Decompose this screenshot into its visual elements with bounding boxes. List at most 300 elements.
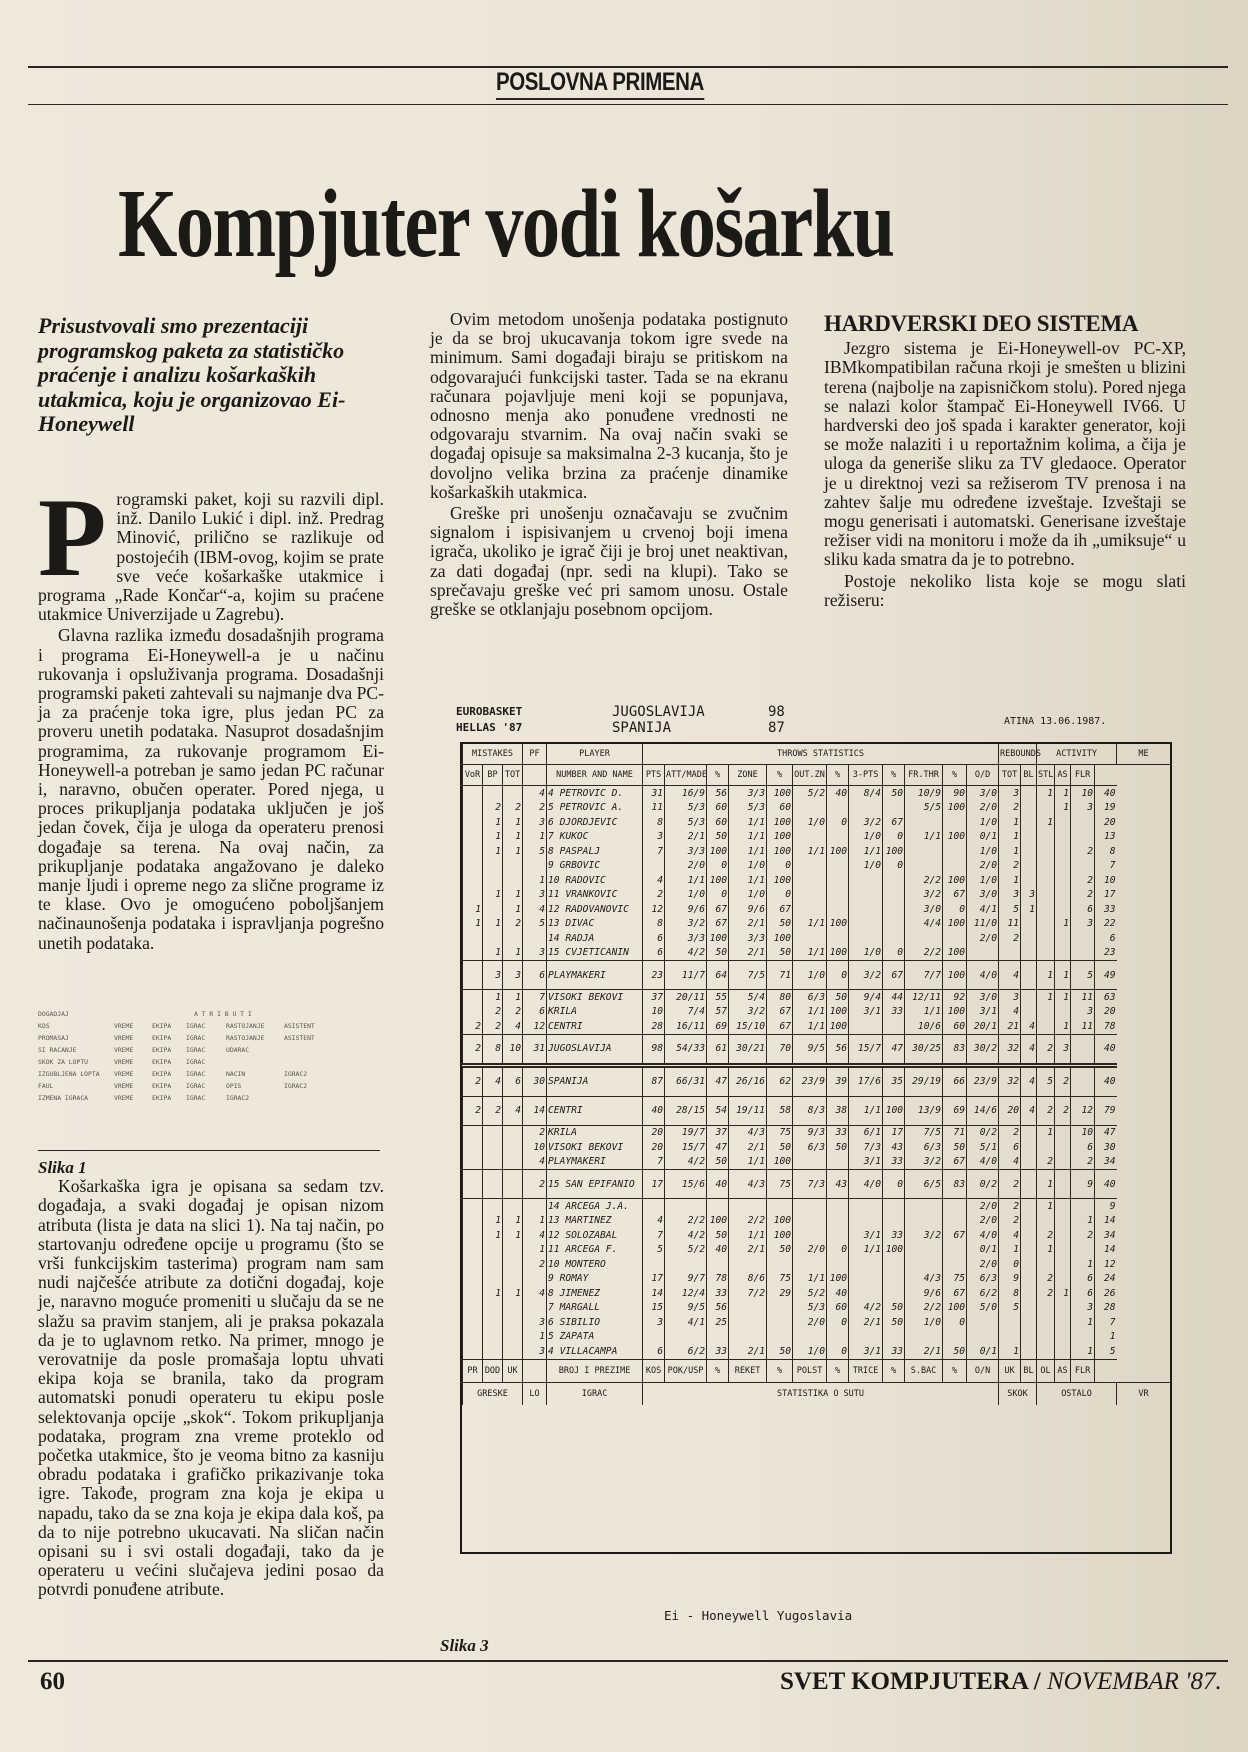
stat-cell: 3 [1021,888,1037,903]
stat-cell [1071,1034,1095,1065]
stat-cell: TOT [503,765,523,786]
stat-cell: 69 [943,1096,967,1125]
stat-cell: 4 [523,1155,547,1170]
stat-cell [1055,1315,1071,1330]
stat-cell [1037,844,1055,859]
stat-cell: 2 [1037,1228,1055,1243]
stat-cell [1021,946,1037,961]
stat-cell: % [767,765,793,786]
col1-paragraph-2: Glavna razlika između dosadašnjih programa i programa Ei-Honeywell-a je u načinu rukovanja i opsluživanja programa. Dosadašnji programski paketi zahtevali su najmanje dva PC-ja za praćenje toka igre, plus jedan PC za proveru unetih podataka. Nasuprot dosadašnjim programima, za rukovanje programom Ei-Honeywell-a potreban je samo jedan PC računar i, naravno, obučen operater. Pored njega, u proces prikupljanja podataka uključen je još jedan čovek, čija je uloga da operateru prenosi događaje sa terena. Na ovaj način, za prikupljanje podataka angažovano je daleko manje ljudi i opreme nego za slične programe iz te klase. Ovo je omogućeno poboljšanjem načinaunošenja podataka i ispravljanja pogrešno unetih podataka. [38,625,384,953]
stat-cell: 100 [767,873,793,888]
stat-cell: UK [999,1359,1021,1382]
stat-cell: 2 [463,1065,483,1096]
team-2-score: 87 [768,720,785,736]
stat-cell: % [707,765,729,786]
stat-cell: 15/10 [729,1019,767,1034]
stat-cell [793,1330,827,1345]
stat-cell [1021,844,1037,859]
stat-cell: 100 [767,1214,793,1229]
stat-cell: 2/1 [729,1344,767,1359]
stat-cell: 5/3 [793,1301,827,1316]
stat-cell: 9 [1095,1199,1117,1214]
stat-cell [503,786,523,801]
yugoslavia-total-row [463,1034,1171,1065]
stat-cell: 29 [767,1286,793,1301]
stat-cell: 1/0 [729,859,767,874]
stat-cell: 3/2 [665,917,707,932]
stat-cell: 50 [767,1243,793,1258]
fig1-cell: EKIPA [152,1082,172,1090]
stat-cell [483,786,503,801]
stat-cell: 33 [883,1155,905,1170]
stat-cell: 50 [943,1140,967,1155]
stat-cell [503,1257,523,1272]
stat-cell: 1 [483,946,503,961]
stat-cell: 3/1 [849,1005,883,1020]
stat-cell: 7 [643,1155,665,1170]
stat-cell [707,1257,729,1272]
stat-cell: 1 [483,1286,503,1301]
stat-cell: 5 [1095,1344,1117,1359]
stat-cell [793,859,827,874]
stat-cell [707,1330,729,1345]
stat-cell: DOD [483,1359,503,1382]
fig1-cell: VREME [114,1070,134,1078]
stat-cell: 3/3 [729,786,767,801]
stat-cell [463,801,483,816]
stat-cell: 3/0 [967,990,999,1005]
stat-cell [793,873,827,888]
stat-cell [827,859,849,874]
stat-cell [905,859,943,874]
stat-cell: 71 [767,961,793,990]
stat-cell: 6 [999,1140,1021,1155]
event-name: EUROBASKET [456,705,523,718]
stat-cell: 11 [643,801,665,816]
stat-cell: 0 [707,859,729,874]
place-date: ATINA 13.06.1987. [1004,716,1107,727]
stat-cell: 3-PTS [849,765,883,786]
stat-cell: 37 [643,990,665,1005]
fig1-row [38,1020,380,1032]
stat-cell: 90 [943,786,967,801]
stat-cell: 100 [943,1005,967,1020]
stat-cell: % [827,765,849,786]
stat-cell: 1 [483,888,503,903]
spain-player-row [463,1228,1171,1243]
stat-cell: 7 MARGALL [547,1301,643,1316]
stat-cell: 1 [999,815,1021,830]
stat-cell [1055,830,1071,845]
fig1-cell: VREME [114,1022,134,1030]
stat-cell [1021,1257,1037,1272]
stat-cell: 1 [1071,1315,1095,1330]
stat-cell: 7 [643,844,665,859]
group-header-cell: MISTAKES [463,744,523,765]
stat-cell [905,815,943,830]
stat-cell: 2 [999,1214,1021,1229]
stat-cell: 1 [483,830,503,845]
stat-cell: 14 [643,1286,665,1301]
stat-cell: 100 [827,946,849,961]
stat-cell [483,1344,503,1359]
stat-cell: 9/5 [665,1301,707,1316]
fig1-cell [284,1092,330,1104]
stat-cell [1021,1125,1037,1140]
stat-cell [849,873,883,888]
stat-cell: 50 [883,1301,905,1316]
stat-cell [849,1199,883,1214]
stat-cell: 4 [1021,1019,1037,1034]
stat-cell: 10 [1071,786,1095,801]
stat-cell: 100 [767,815,793,830]
stat-cell: 2/0 [665,859,707,874]
stat-cell [463,931,483,946]
stat-cell [1021,931,1037,946]
stat-cell [1071,815,1095,830]
stat-cell [503,1199,523,1214]
stat-cell [827,931,849,946]
stat-cell: 50 [707,1155,729,1170]
group-header-row [463,744,1171,765]
stat-cell: 1 [999,844,1021,859]
drop-cap: P [38,476,107,600]
stat-cell: 6 DJORDJEVIC [547,815,643,830]
stat-cell: 67 [943,1155,967,1170]
fig1-cell: IGRAC2 [284,1082,308,1090]
stat-cell: 1/1 [665,873,707,888]
stat-cell: 0 [883,830,905,845]
stat-cell: 100 [707,931,729,946]
stat-cell [503,859,523,874]
stat-cell: 1 [483,1228,503,1243]
fig1-cell [226,1056,284,1068]
stat-cell: 0/2 [967,1170,999,1199]
stat-cell: 1 [1055,801,1071,816]
stat-cell: 4 [523,902,547,917]
stat-cell: 9 [999,1272,1021,1287]
stat-cell: 2 [1071,873,1095,888]
stat-cell: 0 [827,1315,849,1330]
stat-cell: 67 [883,961,905,990]
stat-cell: 3 [999,786,1021,801]
stat-cell: 23/9 [793,1065,827,1096]
stat-cell: 6 [503,1065,523,1096]
stat-cell [827,902,849,917]
stat-cell: 15/7 [665,1140,707,1155]
stat-cell [463,815,483,830]
stat-cell: 2 [463,1019,483,1034]
stat-cell: 3/1 [849,1155,883,1170]
stat-cell: 61 [707,1034,729,1065]
stat-cell: 2 [999,1125,1021,1140]
footer-rule [28,1660,1228,1662]
stat-cell [827,801,849,816]
stat-cell: 19 [1095,801,1117,816]
stat-cell: 40 [827,1286,849,1301]
stat-cell: 1 [503,1214,523,1229]
stat-cell: 21 [999,1019,1021,1034]
stat-cell: 1 [1021,902,1037,917]
stat-cell: 100 [943,961,967,990]
article-title: Kompjuter vodi košarku [118,170,894,278]
stat-cell: 1 [503,844,523,859]
figure-1-caption: Slika 1 [38,1158,87,1177]
stat-cell: 40 [827,786,849,801]
stat-cell [827,830,849,845]
stat-cell: 1 [1095,1330,1117,1345]
stat-cell: 12 [643,902,665,917]
stat-cell: 63 [1095,990,1117,1005]
stat-cell: 15 [643,1301,665,1316]
stat-cell: 16/9 [665,786,707,801]
stat-cell: 4 [1021,1034,1037,1065]
stat-cell: 4 [483,1065,503,1096]
stat-cell: 100 [767,830,793,845]
stat-cell [1055,1330,1071,1345]
stat-cell: 1/1 [793,946,827,961]
stat-cell: 6/2 [665,1344,707,1359]
stat-cell [999,1315,1021,1330]
group-header-cell: PF [523,744,547,765]
stat-cell: OUT.ZN [793,765,827,786]
stat-cell [1055,844,1071,859]
fig1-cell: FAUL [38,1082,54,1090]
stat-cell: 9 GRBOVIC [547,859,643,874]
stat-cell: 15 SAN EPIFANIO [547,1170,643,1199]
stat-cell [463,1315,483,1330]
stat-cell [503,1315,523,1330]
stat-cell: O/N [967,1359,999,1382]
stat-cell: 40 [1095,1170,1117,1199]
stat-cell: 28/15 [665,1096,707,1125]
stat-cell: TRICE [849,1359,883,1382]
stat-cell: 92 [943,990,967,1005]
stat-cell: 16/11 [665,1019,707,1034]
stat-cell: 67 [943,888,967,903]
stat-cell [729,1315,767,1330]
stat-cell: 4/2 [665,1228,707,1243]
fig1-cell: ASISTENT [284,1034,315,1042]
stat-cell: 6 SIBILIO [547,1315,643,1330]
stat-cell [1037,873,1055,888]
stat-cell: 0 [999,1257,1021,1272]
stat-cell: 70 [767,1034,793,1065]
stat-cell: 83 [943,1034,967,1065]
lead-paragraph: Prisustvovali smo prezentaciji programskog paketa za statističko praćenje i analizu košarkaških utakmica, koju je organizovao Ei-Honeywell [38,313,346,436]
stat-cell: FLR [1071,1359,1095,1382]
stat-cell: 0 [707,888,729,903]
stat-cell: 6/1 [849,1125,883,1140]
stat-cell [463,1286,483,1301]
stat-cell: 43 [883,1140,905,1155]
stat-cell: 1/0 [729,888,767,903]
stat-cell [643,1199,665,1214]
stat-cell [883,1330,905,1345]
stat-cell: 80 [767,990,793,1005]
stat-cell: 2 [1071,888,1095,903]
stat-cell: 2/0 [967,1199,999,1214]
stat-cell: 2 [1037,1096,1055,1125]
stat-cell: 4/3 [729,1170,767,1199]
stat-cell: 1 [523,1243,547,1258]
stat-cell: 100 [943,1301,967,1316]
stat-cell: 4 [999,1155,1021,1170]
stat-cell: 5 [523,917,547,932]
stat-cell: 60 [767,801,793,816]
stat-cell [483,1170,503,1199]
stat-cell: 5/3 [729,801,767,816]
fig1-cell: IGRAC [186,1070,206,1078]
stat-cell [943,1257,967,1272]
stat-cell [463,1005,483,1020]
stat-cell: 3/0 [967,888,999,903]
header-rule [28,104,1228,105]
stat-cell [1021,1301,1037,1316]
fig1-cell: VREME [114,1046,134,1054]
stat-cell: 55 [707,990,729,1005]
page-number: 60 [40,1668,65,1695]
stat-cell: 20 [643,1140,665,1155]
stat-cell [1037,1301,1055,1316]
stat-cell: 22 [1095,917,1117,932]
stat-cell [463,1125,483,1140]
stat-cell: 2/1 [729,917,767,932]
stat-cell: TOT [999,765,1021,786]
stat-cell: 50 [767,917,793,932]
stat-cell: 5/4 [729,990,767,1005]
stat-cell: 4/2 [665,1155,707,1170]
stat-cell: 2/2 [905,873,943,888]
stat-cell: 50 [827,1140,849,1155]
stat-cell [793,931,827,946]
stat-cell: 24 [1095,1272,1117,1287]
stat-cell: 1 [503,990,523,1005]
stat-cell [1021,917,1037,932]
stat-cell: 10 RADOVIC [547,873,643,888]
stat-cell: 50 [767,1344,793,1359]
stat-cell: 3 [523,888,547,903]
stat-cell [483,902,503,917]
stat-cell: 100 [883,1096,905,1125]
stat-cell [523,1199,547,1214]
stat-cell: 6 [643,1344,665,1359]
stat-cell [943,1214,967,1229]
stat-cell: 1/0 [793,961,827,990]
stat-cell: JUGOSLAVIJA [547,1034,643,1065]
stat-cell [793,1228,827,1243]
stat-cell [827,873,849,888]
stat-cell [1037,1214,1055,1229]
fig1-cell [284,1044,330,1056]
stat-cell: 12 [523,1019,547,1034]
stat-cell [1037,1019,1055,1034]
stat-cell: 1 [503,830,523,845]
stat-cell [1021,786,1037,801]
stat-cell [483,859,503,874]
footer-group-cell: LO [523,1382,547,1405]
footer-group-cell: STATISTIKA O SUTU [643,1382,999,1405]
fig1-cell: OPIS [226,1082,242,1090]
stat-cell: 29/19 [905,1065,943,1096]
stat-cell [849,1272,883,1287]
stat-cell: 56 [707,1301,729,1316]
stat-cell [503,1330,523,1345]
stat-cell [665,1330,707,1345]
stat-cell: 10/9 [905,786,943,801]
stat-cell: 1 [483,844,503,859]
stat-cell: 6/3 [967,1272,999,1287]
stat-cell: 1/1 [729,844,767,859]
stat-cell: 100 [827,1019,849,1034]
stat-cell: 1/1 [849,1243,883,1258]
stat-cell: REKET [729,1359,767,1382]
stat-cell [883,1199,905,1214]
stat-cell: 1 [999,873,1021,888]
yugoslavia-player-row [463,990,1171,1005]
stat-cell [849,888,883,903]
stat-cell: 5 [999,1301,1021,1316]
stat-cell [1055,1344,1071,1359]
stat-cell: 3/3 [665,844,707,859]
stat-cell: 54/33 [665,1034,707,1065]
stat-cell: 3 [523,1315,547,1330]
fig1-rule [38,1150,380,1151]
stat-cell: 0 [883,946,905,961]
stat-cell: 100 [827,1005,849,1020]
stat-cell: 2 [1037,1286,1055,1301]
stat-cell: 50 [767,946,793,961]
stat-cell: 10 [1071,1125,1095,1140]
col3-paragraph-2: Postoje nekoliko lista koje se mogu slati režiseru: [824,570,1186,610]
stat-cell: 15/6 [665,1170,707,1199]
stat-cell: 25 [707,1315,729,1330]
stat-cell [1055,1214,1071,1229]
stat-cell: 6 [523,961,547,990]
col2-paragraph-1: Ovim metodom unošenja podataka postignuto je da se broj ukucavanja tokom igre svede na minimum. Sami događaji biraju se pritiskom na odgovarajući funkcijski taster. Tada se na ekranu računara pojavljuje meni koji se popunjava, odnosno menja ako ponuđene vrednosti ne odgovaraju stvarnim. Na ovaj način svaki se događaj opisuje sa maksimalna 2-3 kucanja, što je dovoljno velika brzina za praćenje dinamike košarkaških utakmica. [430,309,788,502]
fig1-row [38,1080,380,1092]
stat-cell: 47 [1095,1125,1117,1140]
stat-cell: 4/0 [967,961,999,990]
stat-cell [827,1155,849,1170]
stat-cell: 2/1 [905,1344,943,1359]
stat-cell [943,931,967,946]
stat-cell: 1 [999,1243,1021,1258]
stat-cell: 60 [707,801,729,816]
stat-cell: 4 [643,1214,665,1229]
stat-cell: 3 [999,888,1021,903]
stat-cell: 2 [999,801,1021,816]
hardware-heading: HARDVERSKI DEO SISTEMA [824,311,1139,336]
stat-cell [1071,1199,1095,1214]
stat-cell: 2/2 [729,1214,767,1229]
stat-cell: 1 [999,1344,1021,1359]
stat-cell [523,765,547,786]
stat-cell [483,1199,503,1214]
stat-cell: 6/3 [793,1140,827,1155]
stat-cell [483,1140,503,1155]
stat-cell: 0 [827,1344,849,1359]
stat-cell: 17 [883,1125,905,1140]
stat-cell [999,946,1021,961]
stats-grid [460,742,1172,1554]
stat-cell: 0 [943,1315,967,1330]
stat-cell: 30/21 [729,1034,767,1065]
stat-cell: FR.THR [905,765,943,786]
stat-cell: 10 MONTERO [547,1257,643,1272]
stat-cell: 2 [999,859,1021,874]
fig1-cell: SI RACANJE [38,1046,77,1054]
